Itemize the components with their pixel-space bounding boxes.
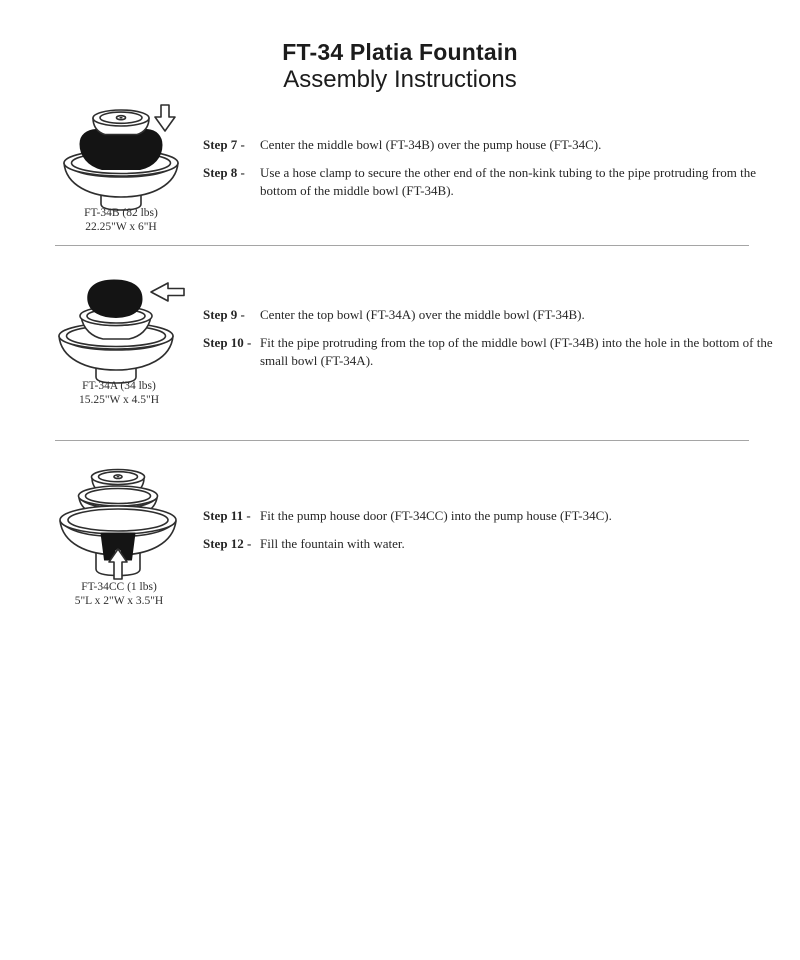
part-caption (50, 580, 188, 608)
part-code: FT-34A (34 lbs) (82, 380, 156, 392)
step-label: Step 11 - (203, 508, 251, 523)
diagram-middle-bowl (57, 103, 185, 216)
step-label: Step 12 - (203, 536, 252, 551)
step-text: Fit the pump house door (FT-34CC) into the pump house (FT-34C). (260, 508, 612, 523)
part-caption (50, 379, 188, 407)
middle-bowl-highlight (80, 130, 162, 170)
part-caption (57, 206, 185, 234)
fountain-pump-door-illustration (50, 463, 188, 585)
diagram-pump-house-door (50, 463, 188, 590)
step-label: Step 7 - (203, 137, 245, 152)
fountain-top-bowl-illustration (50, 274, 188, 384)
step-9 (203, 306, 795, 324)
diagram-top-bowl (50, 274, 188, 389)
steps-section-3 (203, 507, 795, 563)
part-dimensions: 15.25"W x 4.5"H (78, 394, 160, 406)
step-text: Fit the pipe protruding from the top of the middle bowl (FT-34B) into the hole in the bottom of the small bowl (FT-34A). (260, 335, 773, 368)
step-12 (203, 535, 795, 553)
step-text: Center the top bowl (FT-34A) over the middle bowl (FT-34B). (260, 307, 585, 322)
part-code: FT-34B (82 lbs) (84, 207, 158, 219)
section-divider (55, 245, 749, 246)
left-arrow-icon (151, 283, 184, 301)
page-title: FT-34 Platia Fountain (282, 39, 518, 65)
step-7 (203, 136, 795, 154)
down-arrow-icon (155, 105, 175, 131)
steps-section-1 (203, 136, 795, 210)
page-subtitle: Assembly Instructions (283, 66, 517, 93)
step-10 (203, 334, 795, 370)
step-label: Step 8 - (203, 165, 245, 180)
fountain-middle-bowl-illustration (57, 103, 185, 211)
steps-section-2 (203, 306, 795, 380)
step-11 (203, 507, 795, 525)
part-code: FT-34CC (1 lbs) (81, 581, 157, 593)
step-text: Use a hose clamp to secure the other end of the non-kink tubing to the pipe protruding from the bottom of the middle bowl (FT-34B). (260, 165, 757, 198)
part-dimensions: 5"L x 2"W x 3.5"H (74, 595, 164, 607)
step-label: Step 9 - (203, 307, 245, 322)
step-label: Step 10 - (203, 335, 252, 350)
step-text: Fill the fountain with water. (260, 536, 405, 551)
large-bowl-rim (60, 506, 176, 534)
top-bowl-hole-center (119, 117, 122, 119)
top-bowl-hole-center (117, 476, 120, 477)
top-bowl-highlight (88, 280, 142, 318)
section-divider (55, 440, 749, 441)
step-text: Center the middle bowl (FT-34B) over the pump house (FT-34C). (260, 137, 602, 152)
step-8 (203, 164, 795, 200)
part-dimensions: 22.25"W x 6"H (85, 221, 157, 233)
page-header (0, 40, 800, 93)
